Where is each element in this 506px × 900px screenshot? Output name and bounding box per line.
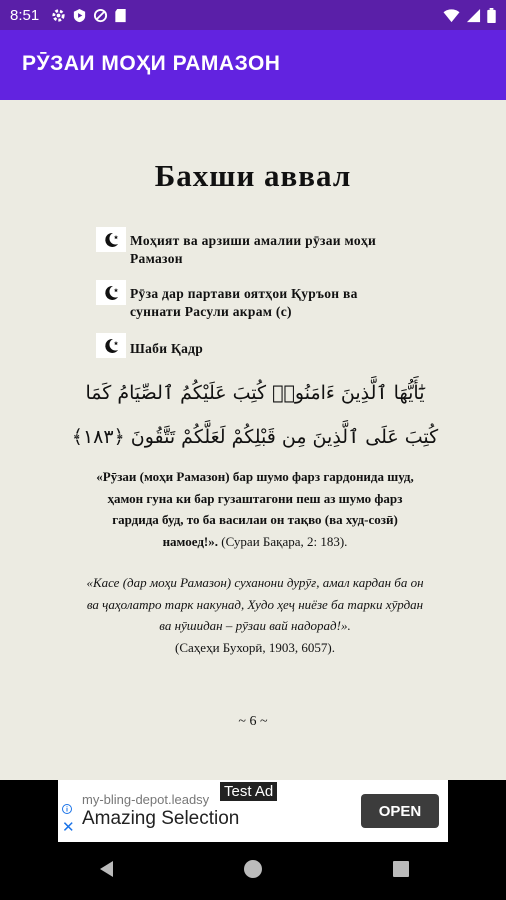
chapter-title: Бахши аввал	[154, 158, 352, 193]
crescent-moon-icon	[96, 333, 126, 358]
ad-open-button[interactable]: OPEN	[361, 794, 439, 828]
ad-close-icon[interactable]: ✕	[62, 818, 75, 836]
app-bar	[0, 30, 506, 100]
settings-gear-icon	[51, 8, 66, 23]
verse-translation	[85, 466, 425, 552]
home-circle-icon[interactable]	[242, 858, 264, 880]
hadith-source: (Саҳеҳи Бухорӣ, 1903, 6057).	[175, 639, 335, 655]
sd-card-icon	[114, 8, 127, 23]
banner-ad[interactable]	[58, 780, 448, 842]
toc-item-quran-sunnah[interactable]	[96, 280, 436, 321]
ad-headline: Amazing Selection	[82, 808, 240, 829]
system-nav-bar	[0, 842, 506, 900]
crescent-moon-icon	[96, 280, 126, 305]
quran-verse-line-1: يَٰٓأَيُّهَا ٱلَّذِينَ ءَامَنُوا۟ كُتِبَ عَلَيْكُمُ ٱلصِّيَامُ كَمَا	[85, 382, 425, 404]
status-system-icons	[443, 8, 496, 23]
toc-item-essence[interactable]	[96, 227, 436, 268]
battery-icon	[487, 8, 496, 23]
status-bar	[0, 0, 506, 30]
app-title: РӮЗАИ МОҲИ РАМАЗОН	[22, 52, 281, 75]
ad-url: my-bling-depot.leadsy	[82, 792, 210, 807]
hadith-text: «Касе (дар моҳи Рамазон) суханони дурӯғ, амал кардан ба он ва ҷаҳолатро тарк накунад, Худо ҳеҷ ниёзе ба тарки хӯрдан ва нӯшидан – рӯзаи вай надорад!».	[86, 575, 424, 633]
status-notification-icons	[51, 8, 127, 23]
quran-verse-line-2: كُتِبَ عَلَى ٱلَّذِينَ مِن قَبْلِكُمْ لَعَلَّكُمْ تَتَّقُونَ ﴿١٨٣﴾	[71, 426, 439, 448]
book-page[interactable]	[0, 100, 506, 780]
verse-translation-text: «Рӯзаи (моҳи Рамазон) бар шумо фарз гардонида шуд, ҳамон гуна ки бар гузаштагони пеш аз шумо фарз гардида буд, то ба василаи он тақво (ва худ-созӣ) намоед!».	[96, 469, 414, 549]
toc-item-label	[130, 340, 203, 358]
toc-item-laylat-al-qadr[interactable]	[96, 333, 436, 358]
status-time: 8:51	[10, 6, 40, 24]
data-saver-icon	[93, 8, 108, 23]
verse-source: (Сураи Бақара, 2: 183).	[221, 533, 348, 549]
recents-square-icon[interactable]	[390, 858, 412, 880]
wifi-icon	[443, 8, 460, 23]
toc-line: суннати Расули акрам (с)	[130, 304, 292, 319]
page-number: ~ 6 ~	[238, 714, 268, 729]
play-protect-icon	[72, 8, 87, 23]
test-ad-badge: Test Ad	[220, 782, 277, 801]
toc-item-label	[130, 232, 376, 268]
toc-line: Рамазон	[130, 251, 183, 266]
back-triangle-icon[interactable]	[96, 858, 118, 880]
cell-signal-icon	[466, 8, 481, 23]
crescent-moon-icon	[96, 227, 126, 252]
toc-line: Рӯза дар партави оятҳои Қуръон ва	[130, 286, 358, 301]
toc-line: Шаби Қадр	[130, 341, 204, 356]
hadith-quote	[80, 572, 430, 658]
toc-item-label	[130, 285, 358, 321]
ad-info-icon[interactable]	[62, 804, 72, 814]
toc-line: Моҳият ва арзиши амалии рӯзаи моҳи	[130, 233, 377, 248]
